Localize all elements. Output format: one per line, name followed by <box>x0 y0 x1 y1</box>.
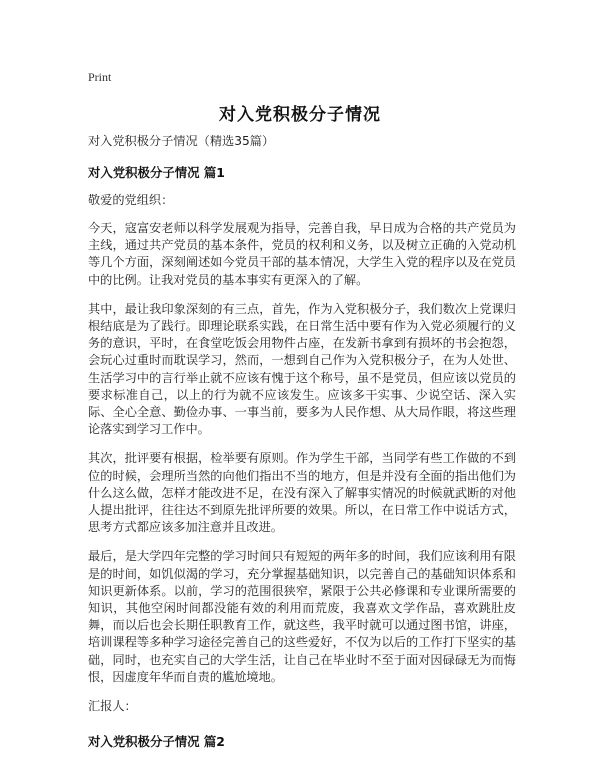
section-heading-2: 对入党积极分子情况 篇2 <box>88 734 225 750</box>
print-label[interactable]: Print <box>88 70 112 84</box>
page-title: 对入党积极分子情况 <box>219 105 381 125</box>
document-body <box>88 133 516 750</box>
reporter-signature: 汇报人： <box>88 699 137 714</box>
section-heading-1: 对入党积极分子情况 篇1 <box>88 165 225 180</box>
paragraph-2: 其中，最让我印象深刻的有三点，首先，作为入党积极分子，我们数次上党课归根结底是为了践行。即理论联系实践，在日常生活中要有作为入党必须履行的义务的意识，平时，在食堂吃饭会用物件占座，在发新书拿到有损坏的书会抱怨，会玩心过重时而耽误学习，然而，一想到自己作为入党积极分子，在为人处世、生活学习中的言行举止就不应该有愧于这个称号，虽不是党员，但应该以党员的要求标准自己，以上的行为就不应该发生。应该多干实事、少说空话、深入实际、全心全意、勤俭办事、一事当前，要多为人民作想、从大局作眼，将这些理论落实到学习工作中。 <box>88 301 516 437</box>
salutation: 敬爱的党组织： <box>88 193 174 207</box>
paragraph-4: 最后，是大学四年完整的学习时间只有短短的两年多的时间，我们应该利用有限是的时间，如饥似渴的学习，充分掌握基础知识，以完善自己的基础知识体系和知识更新体系。以前，学习的范围很狭窄，紧限于公共必修课和专业课所需要的知识，其他空闲时间都没能有效的利用而荒废，我喜欢文学作品，喜欢跳肚皮舞，而以后也会长期任职教育工作，就这些，我平时就可以通过图书馆，讲座，培训课程等多种学习途径完善自己的这些爱好，不仅为以后的工作打下坚实的基础，同时，也充实自己的大学生活，让自己在毕业时不至于面对因碌碌无为而悔恨，因虚度年华而自责的尴尬境地。 <box>88 549 516 684</box>
paragraph-1: 今天，寇富安老师以科学发展观为指导，完善自我，早日成为合格的共产党员为主线，通过共产党员的基本条件，党员的权利和义务，以及树立正确的入党动机等几个方面，深刻阐述如今党员干部的基本情况，大学生入党的程序以及在党员中的比例。让我对党员的基本事实有更深入的了解。 <box>88 221 516 287</box>
paragraph-3: 其次，批评要有根据，检举要有原则。作为学生干部，当同学有些工作做的不到位的时候，会理所当然的向他们指出不当的地方，但是并没有全面的指出他们为什么这么做，怎样才能改进不足，在没有深入了解事实情况的时候就武断的对他人提出批评，往往达不到原先批评所要的效果。所以，在日常工作中说话方式，思考方式都应该多加注意并且改进。 <box>88 451 516 535</box>
document-subtitle: 对入党积极分子情况（精选35篇） <box>88 134 275 148</box>
